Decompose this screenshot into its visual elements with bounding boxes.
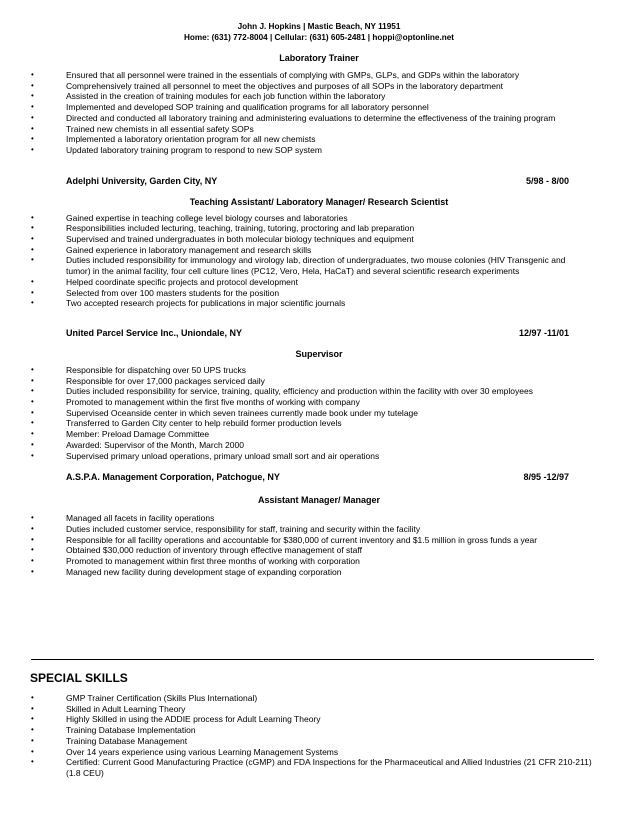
list-item-text: Member: Preload Damage Committee [66, 429, 210, 440]
bullet-icon: • [31, 244, 34, 254]
list-item [0, 288, 638, 299]
list-item-text: Duties included responsibility for immunology and virology lab, direction of undergraduates, two mouse colonies (HIV Transgenic and tumor) in the animal facility, four cell culture lines (PC12, Vero, Hela, HaCaT) and several scientific research experiments [66, 255, 566, 277]
list-item [0, 693, 638, 704]
list-item [0, 70, 638, 81]
list-item [0, 556, 638, 567]
employment-dates: 12/97 -11/01 [518, 327, 569, 338]
list-item [0, 91, 638, 102]
list-item [0, 757, 638, 778]
list-item [0, 298, 638, 309]
bullet-icon: • [31, 725, 34, 735]
bullet-icon: • [31, 123, 34, 133]
bullet-icon: • [31, 556, 34, 566]
bullet-icon: • [31, 450, 34, 460]
bullet-icon: • [31, 276, 34, 286]
list-item-text: Directed and conducted all laboratory training and administering evaluations to determine the effectiveness of the training program [66, 112, 556, 123]
list-item-text: Supervised Oceanside center in which seven trainees currently made book under my tutelage [66, 407, 418, 418]
list-item [0, 513, 638, 524]
job-line-adelphi [0, 175, 638, 187]
list-item [0, 418, 638, 429]
list-item [0, 113, 638, 124]
ups-duties-list [0, 365, 638, 461]
list-item-text: Skilled in Adult Learning Theory [66, 703, 186, 714]
job-title-aspa: Assistant Manager/ Manager [257, 495, 381, 506]
list-item-text: Gained expertise in teaching college level biology courses and laboratories [66, 212, 348, 223]
list-item [0, 408, 638, 419]
bullet-icon: • [31, 112, 34, 122]
list-item-text: Two accepted research projects for publications in major scientific journals [66, 298, 346, 309]
list-item-text: Supervised primary unload operations, primary unload small sort and air operations [66, 450, 380, 461]
list-item-text: Certified: Current Good Manufacturing Practice (cGMP) and FDA Inspections for the Pharmaceutical and Allied Industries (21 CFR 210-211) (1.8 CEU) [66, 757, 592, 778]
bullet-icon: • [31, 735, 34, 745]
list-item [0, 124, 638, 135]
list-item-text: Trained new chemists in all essential safety SOPs [66, 123, 254, 134]
bullet-icon: • [31, 91, 34, 101]
contact-header [0, 21, 638, 43]
list-item [0, 223, 638, 234]
special-skills-section [0, 671, 638, 779]
list-item-text: Obtained $30,000 reduction of inventory through effective management of staff [66, 545, 362, 556]
list-item-text: Ensured that all personnel were trained in the essentials of complying with GMPs, GLPs, and GDPs within the laboratory [66, 70, 520, 80]
list-item-text: Over 14 years experience using various Learning Management Systems [66, 746, 339, 757]
list-item-text: Selected from over 100 masters students for the position [66, 287, 280, 298]
list-item [0, 736, 638, 747]
list-item [0, 213, 638, 224]
list-item [0, 145, 638, 156]
contact-name-address: John J. Hopkins | Mastic Beach, NY 11951 [237, 22, 401, 31]
bullet-icon: • [31, 746, 34, 756]
adelphi-duties-list [0, 213, 638, 309]
list-item [0, 429, 638, 440]
bullet-icon: • [31, 407, 34, 417]
employer-name: Adelphi University, Garden City, NY [66, 175, 218, 186]
special-skills-heading: SPECIAL SKILLS [30, 671, 128, 685]
list-item [0, 134, 638, 145]
list-item [0, 440, 638, 451]
list-item [0, 397, 638, 408]
list-item-text: Updated laboratory training program to respond to new SOP system [66, 144, 322, 155]
list-item [0, 567, 638, 578]
contact-phones-email: Home: (631) 772-8004 | Cellular: (631) 605-2481 | hoppi@optonline.net [183, 33, 455, 42]
list-item [0, 365, 638, 376]
bullet-icon: • [31, 439, 34, 449]
list-item [0, 277, 638, 288]
list-item [0, 451, 638, 462]
employer-name: United Parcel Service Inc., Uniondale, NY [66, 327, 243, 338]
list-item [0, 245, 638, 256]
employment-dates: 8/95 -12/97 [523, 472, 569, 483]
list-item-text: Responsible for all facility operations and accountable for $380,000 of current inventory and $1.5 million in gross funds a year [66, 534, 538, 545]
list-item [0, 714, 638, 725]
list-item [0, 535, 638, 546]
list-item [0, 704, 638, 715]
job-title-adelphi: Teaching Assistant/ Laboratory Manager/ Research Scientist [189, 196, 449, 207]
list-item [0, 545, 638, 556]
list-item-text: Transferred to Garden City center to help rebuild former production levels [66, 418, 342, 429]
bullet-icon: • [31, 298, 34, 308]
list-item-text: Duties included customer service, responsibility for staff, training and security within the facility [66, 523, 421, 534]
bullet-icon: • [31, 134, 34, 144]
list-item-text: Highly Skilled in using the ADDIE process for Adult Learning Theory [66, 714, 321, 725]
laboratory-trainer-list [0, 70, 638, 156]
list-item [0, 386, 638, 397]
list-item [0, 376, 638, 387]
bullet-icon: • [31, 364, 34, 374]
list-item-text: Assisted in the creation of training modules for each job function within the laboratory [66, 91, 386, 102]
list-item [0, 747, 638, 758]
bullet-icon: • [31, 144, 34, 154]
bullet-icon: • [31, 545, 34, 555]
bullet-icon: • [31, 566, 34, 576]
bullet-icon: • [31, 212, 34, 222]
bullet-icon: • [31, 375, 34, 385]
bullet-icon: • [31, 386, 34, 396]
list-item [0, 255, 638, 276]
bullet-icon: • [31, 234, 34, 244]
list-item-text: Helped coordinate specific projects and protocol development [66, 276, 298, 287]
list-item-text: Responsible for over 17,000 packages serviced daily [66, 375, 265, 386]
list-item-text: Duties included responsibility for service, training, quality, efficiency and production within the facility with over 30 employees [66, 386, 533, 397]
employer-name: A.S.P.A. Management Corporation, Patchogue, NY [66, 472, 280, 483]
list-item-text: Training Database Implementation [66, 725, 196, 736]
bullet-icon: • [31, 534, 34, 544]
list-item [0, 725, 638, 736]
bullet-icon: • [31, 223, 34, 233]
list-item-text: Gained experience in laboratory management and research skills [66, 244, 312, 255]
job-line-aspa [0, 471, 638, 483]
bullet-icon: • [31, 102, 34, 112]
aspa-duties-list [0, 513, 638, 577]
list-item-text: Awarded: Supervisor of the Month, March 2000 [66, 439, 244, 450]
bullet-icon: • [31, 714, 34, 724]
employment-dates: 5/98 - 8/00 [525, 175, 569, 186]
list-item-text: Responsibilities included lecturing, teaching, training, tutoring, proctoring and lab preparation [66, 223, 415, 234]
list-item-text: Managed new facility during development stage of expanding corporation [66, 566, 342, 577]
list-item-text: Supervised and trained undergraduates in both molecular biology techniques and equipment [66, 234, 414, 245]
job-line-ups [0, 327, 638, 339]
list-item [0, 234, 638, 245]
bullet-icon: • [31, 70, 34, 79]
list-item [0, 81, 638, 92]
bullet-icon: • [31, 418, 34, 428]
list-item [0, 524, 638, 535]
list-item-text: Responsible for dispatching over 50 UPS trucks [66, 364, 247, 375]
bullet-icon: • [31, 523, 34, 533]
section-divider [31, 659, 594, 660]
bullet-icon: • [31, 397, 34, 407]
list-item-text: Implemented a laboratory orientation program for all new chemists [66, 134, 316, 145]
list-item-text: Managed all facets in facility operations [66, 513, 215, 524]
bullet-icon: • [31, 255, 34, 265]
list-item-text: Implemented and developed SOP training and qualification programs for all laboratory personnel [66, 102, 429, 113]
bullet-icon: • [31, 703, 34, 713]
list-item-text: Promoted to management within first three months of working with corporation [66, 556, 360, 567]
bullet-icon: • [31, 287, 34, 297]
list-item-text: GMP Trainer Certification (Skills Plus International) [66, 693, 258, 703]
bullet-icon: • [31, 513, 34, 523]
bullet-icon: • [31, 80, 34, 90]
bullet-icon: • [31, 693, 34, 702]
bullet-icon: • [31, 757, 34, 767]
special-skills-list [0, 693, 638, 779]
list-item-text: Training Database Management [66, 735, 188, 746]
list-item-text: Promoted to management within the first five months of working with company [66, 397, 360, 408]
job-title-ups: Supervisor [295, 348, 343, 359]
bullet-icon: • [31, 429, 34, 439]
list-item-text: Comprehensively trained all personnel to meet the objectives and purposes of all SOPs in the laboratory department [66, 80, 504, 91]
list-item [0, 102, 638, 113]
section-title-laboratory-trainer: Laboratory Trainer [279, 53, 359, 63]
